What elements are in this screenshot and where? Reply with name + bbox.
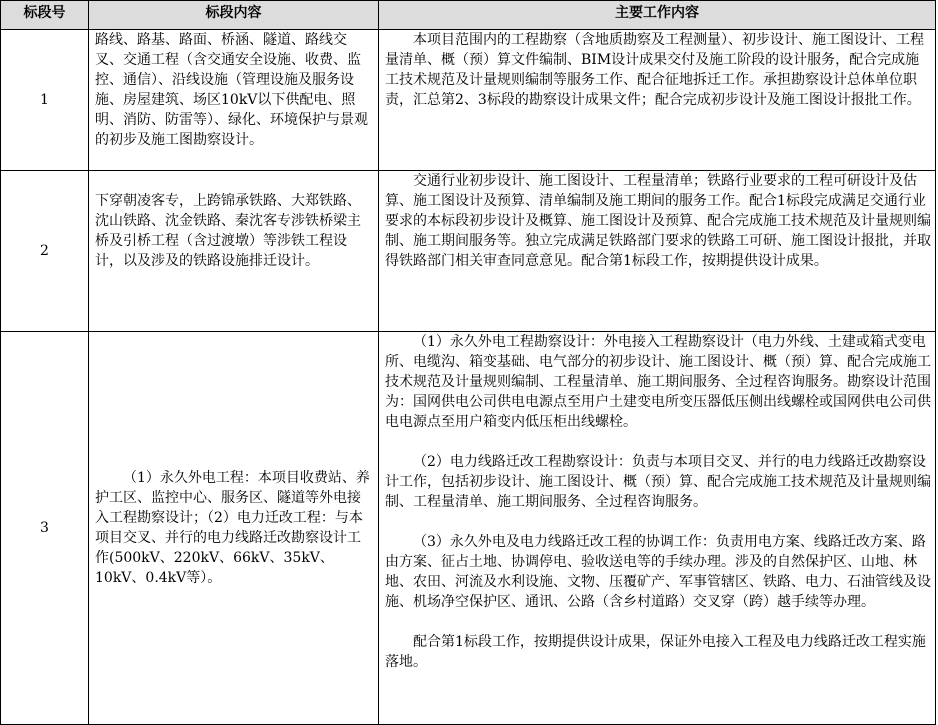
- header-main-work: 主要工作内容: [379, 1, 936, 30]
- work-paragraph: （2）电力线路迁改工程勘察设计：负责与本项目交叉、并行的电力线路迁改勘察设计工作，包括初步设计、施工图设计、概（预）算、配合完成施工技术规范及计量规则编制、工程量清单、施工期间服务、全过程咨询服务。: [385, 454, 931, 510]
- work-paragraph: 本项目范围内的工程勘察（含地质勘察及工程测量）、初步设计、施工图设计、工程量清单、概（预）算文件编制、BIM设计成果交付及施工阶段的设计服务，配合完成施工技术规范及计量规则编制等服务工作、配合征地拆迁工作。承担勘察设计总体单位职责，汇总第2、3标段的勘察设计成果文件；配合完成初步设计及施工图设计报批工作。: [385, 32, 924, 108]
- scope-paragraph: （1）永久外电工程：本项目收费站、养护工区、监控中心、服务区、隧道等外电接入工程勘察设计；（2）电力迁改工程：与本项目交叉、并行的电力线路迁改勘察设计工作(500kV、220kV、66kV、35kV、10kV、0.4kV等）。: [95, 470, 370, 586]
- section-scope: [89, 332, 379, 725]
- work-paragraph: 交通行业初步设计、施工图设计、工程量清单；铁路行业要求的工程可研设计及估算、施工图设计及预算、清单编制及施工期间的服务工作。配合1标段完成满足交通行业要求的本标段初步设计及概算、施工图设计及预算、配合完成施工技术规范及计量规则编制、施工期间服务等。独立完成满足铁路部门要求的铁路工可研、施工图设计报批，并取得铁路部门相关审查同意意见。配合第1标段工作，按期提供设计成果。: [385, 173, 931, 269]
- section-number: 1: [1, 30, 89, 171]
- section-work: [379, 30, 936, 171]
- section-scope: 路线、路基、路面、桥涵、隧道、路线交叉、交通工程（含交通安全设施、收费、监控、通信）、沿线设施（管理设施及服务设施、房屋建筑、场区10kV以下供配电、照明、消防、防雷等）、绿化、环境保护与景观的初步及施工图勘察设计。: [89, 30, 379, 171]
- work-paragraph: （1）永久外电工程勘察设计：外电接入工程勘察设计（电力外线、土建或箱式变电所、电缆沟、箱变基础、电气部分的初步设计、施工图设计、概（预）算、配合完成施工技术规范及计量规则编制、工程量清单、施工期间服务、全过程咨询服务。勘察设计范围为：国网供电公司供电电源点至用户土建变电所变压器低压侧出线螺栓或国网供电公司供电电源点至用户箱变内低压柜出线螺栓。: [385, 334, 931, 430]
- header-section-content: 标段内容: [89, 1, 379, 30]
- section-number: 2: [1, 171, 89, 332]
- table-row: [1, 30, 936, 171]
- section-work: [379, 171, 936, 332]
- section-number: 3: [1, 332, 89, 725]
- header-section-number: 标段号: [1, 1, 89, 30]
- section-work: [379, 332, 936, 725]
- work-paragraph: 配合第1标段工作，按期提供设计成果，保证外电接入工程及电力线路迁改工程实施落地。: [385, 634, 926, 670]
- header-row: [1, 1, 936, 30]
- section-scope: 下穿朝凌客专，上跨锦承铁路、大郑铁路、沈山铁路、沈金铁路、秦沈客专涉铁桥梁主桥及引桥工程（含过渡墩）等涉铁工程设计，以及涉及的铁路设施排迁设计。: [89, 171, 379, 332]
- work-paragraph: （3）永久外电及电力线路迁改工程的协调工作：负责用电方案、线路迁改方案、路由方案、征占土地、协调停电、验收送电等的手续办理。涉及的自然保护区、山地、林地、农田、河流及水利设施、文物、压覆矿产、军事管辖区、铁路、电力、石油管线及设施、机场净空保护区、通讯、公路（含乡村道路）交叉穿（跨）越手续等办理。: [385, 534, 931, 610]
- table-row: [1, 171, 936, 332]
- table-row: [1, 332, 936, 725]
